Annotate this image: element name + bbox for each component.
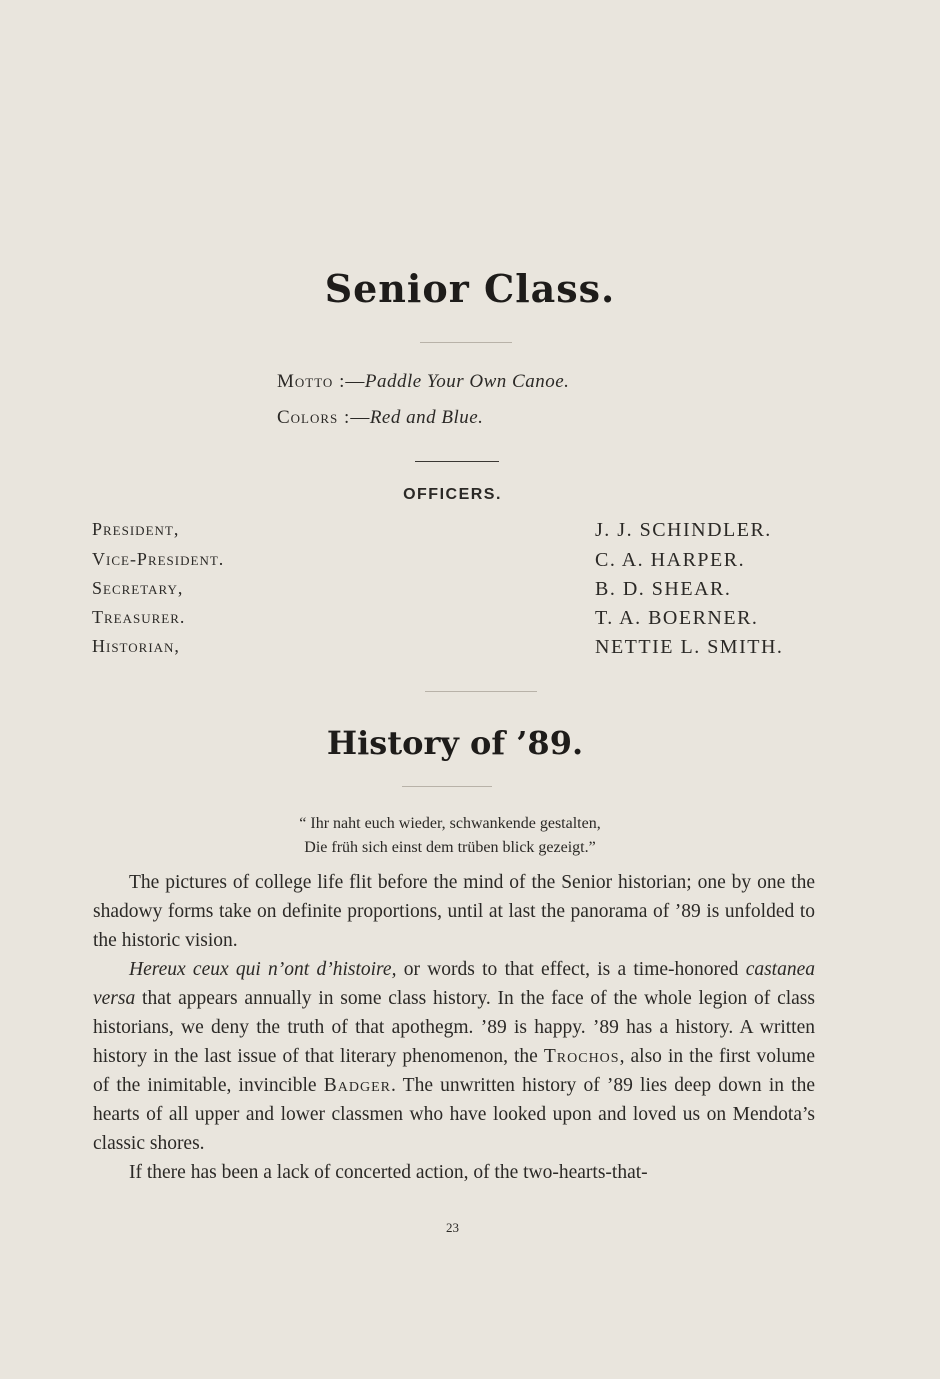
officer-row [92, 578, 822, 604]
colors-label: Colors : [277, 407, 351, 428]
officer-row [92, 607, 822, 633]
page-number: 23 [446, 1220, 459, 1235]
colors-dash: — [350, 407, 370, 428]
text-run: that appears annually in some class history. In the face of the whole legion of class historians, we deny the truth of that apothegm. ’89 is happy. ’89 has a history. A written history in the last issue of that literary phenomenon, the [93, 988, 815, 1067]
motto-value: Paddle Your Own Canoe. [364, 371, 570, 392]
epigraph-line: Die früh sich einst dem trüben blick gezeigt.” [304, 839, 596, 856]
history-divider [402, 786, 492, 787]
motto-label: Motto : [277, 371, 346, 392]
officer-name: B. D. SHEAR. [595, 578, 732, 600]
officer-role: Vice-President. [92, 549, 225, 569]
italic-phrase: Hereux ceux qui n’ont d’histoire, [129, 959, 397, 980]
motto-line [277, 371, 569, 393]
epigraph-line: “ Ihr naht euch wieder, schwankende gestalten, [299, 815, 601, 832]
officer-name: NETTIE L. SMITH. [595, 636, 784, 658]
officer-role: Treasurer. [92, 607, 186, 627]
text-run: , also in the first volume of the inimitable, invincible [93, 1046, 815, 1096]
colors-value: Red and Blue. [369, 407, 484, 428]
small-caps-title: Badger [323, 1075, 391, 1096]
officer-row [92, 519, 822, 545]
officers-heading: OFFICERS. [403, 486, 502, 503]
page-title: Senior Class. [324, 266, 616, 311]
paragraph: If there has been a lack of concerted action, of the two-hearts-that- [129, 1162, 648, 1183]
officer-role: Secretary, [92, 578, 184, 598]
italic-phrase: castanea versa [93, 959, 816, 1009]
colors-line [277, 407, 483, 429]
officers-divider [425, 691, 537, 692]
history-title: History of ’89. [326, 724, 584, 762]
title-divider [420, 342, 512, 343]
paragraph: The pictures of college life flit before the mind of the Senior historian; one by one the shadowy forms take on definite proportions, until at last the panorama of ’89 is unfolded to the historic vision. [93, 872, 815, 951]
officer-name: J. J. SCHINDLER. [595, 519, 772, 541]
small-caps-title: Trochos [543, 1046, 620, 1067]
motto-divider [415, 461, 499, 462]
officer-row [92, 549, 822, 575]
paragraph [93, 955, 815, 1158]
history-text [93, 868, 815, 1187]
motto-dash: — [345, 371, 365, 392]
officer-name: T. A. BOERNER. [595, 607, 759, 629]
text-run: . The unwritten history of ’89 lies deep down in the hearts of all upper and lower classmen who have looked upon and loved us on Mendota’s classic shores. [93, 1075, 815, 1154]
officer-role: President, [92, 519, 180, 539]
text-run: or words to that effect, is a time-honored [396, 959, 746, 980]
officer-row [92, 636, 822, 662]
officer-role: Historian, [92, 636, 180, 656]
officer-name: C. A. HARPER. [595, 549, 746, 571]
